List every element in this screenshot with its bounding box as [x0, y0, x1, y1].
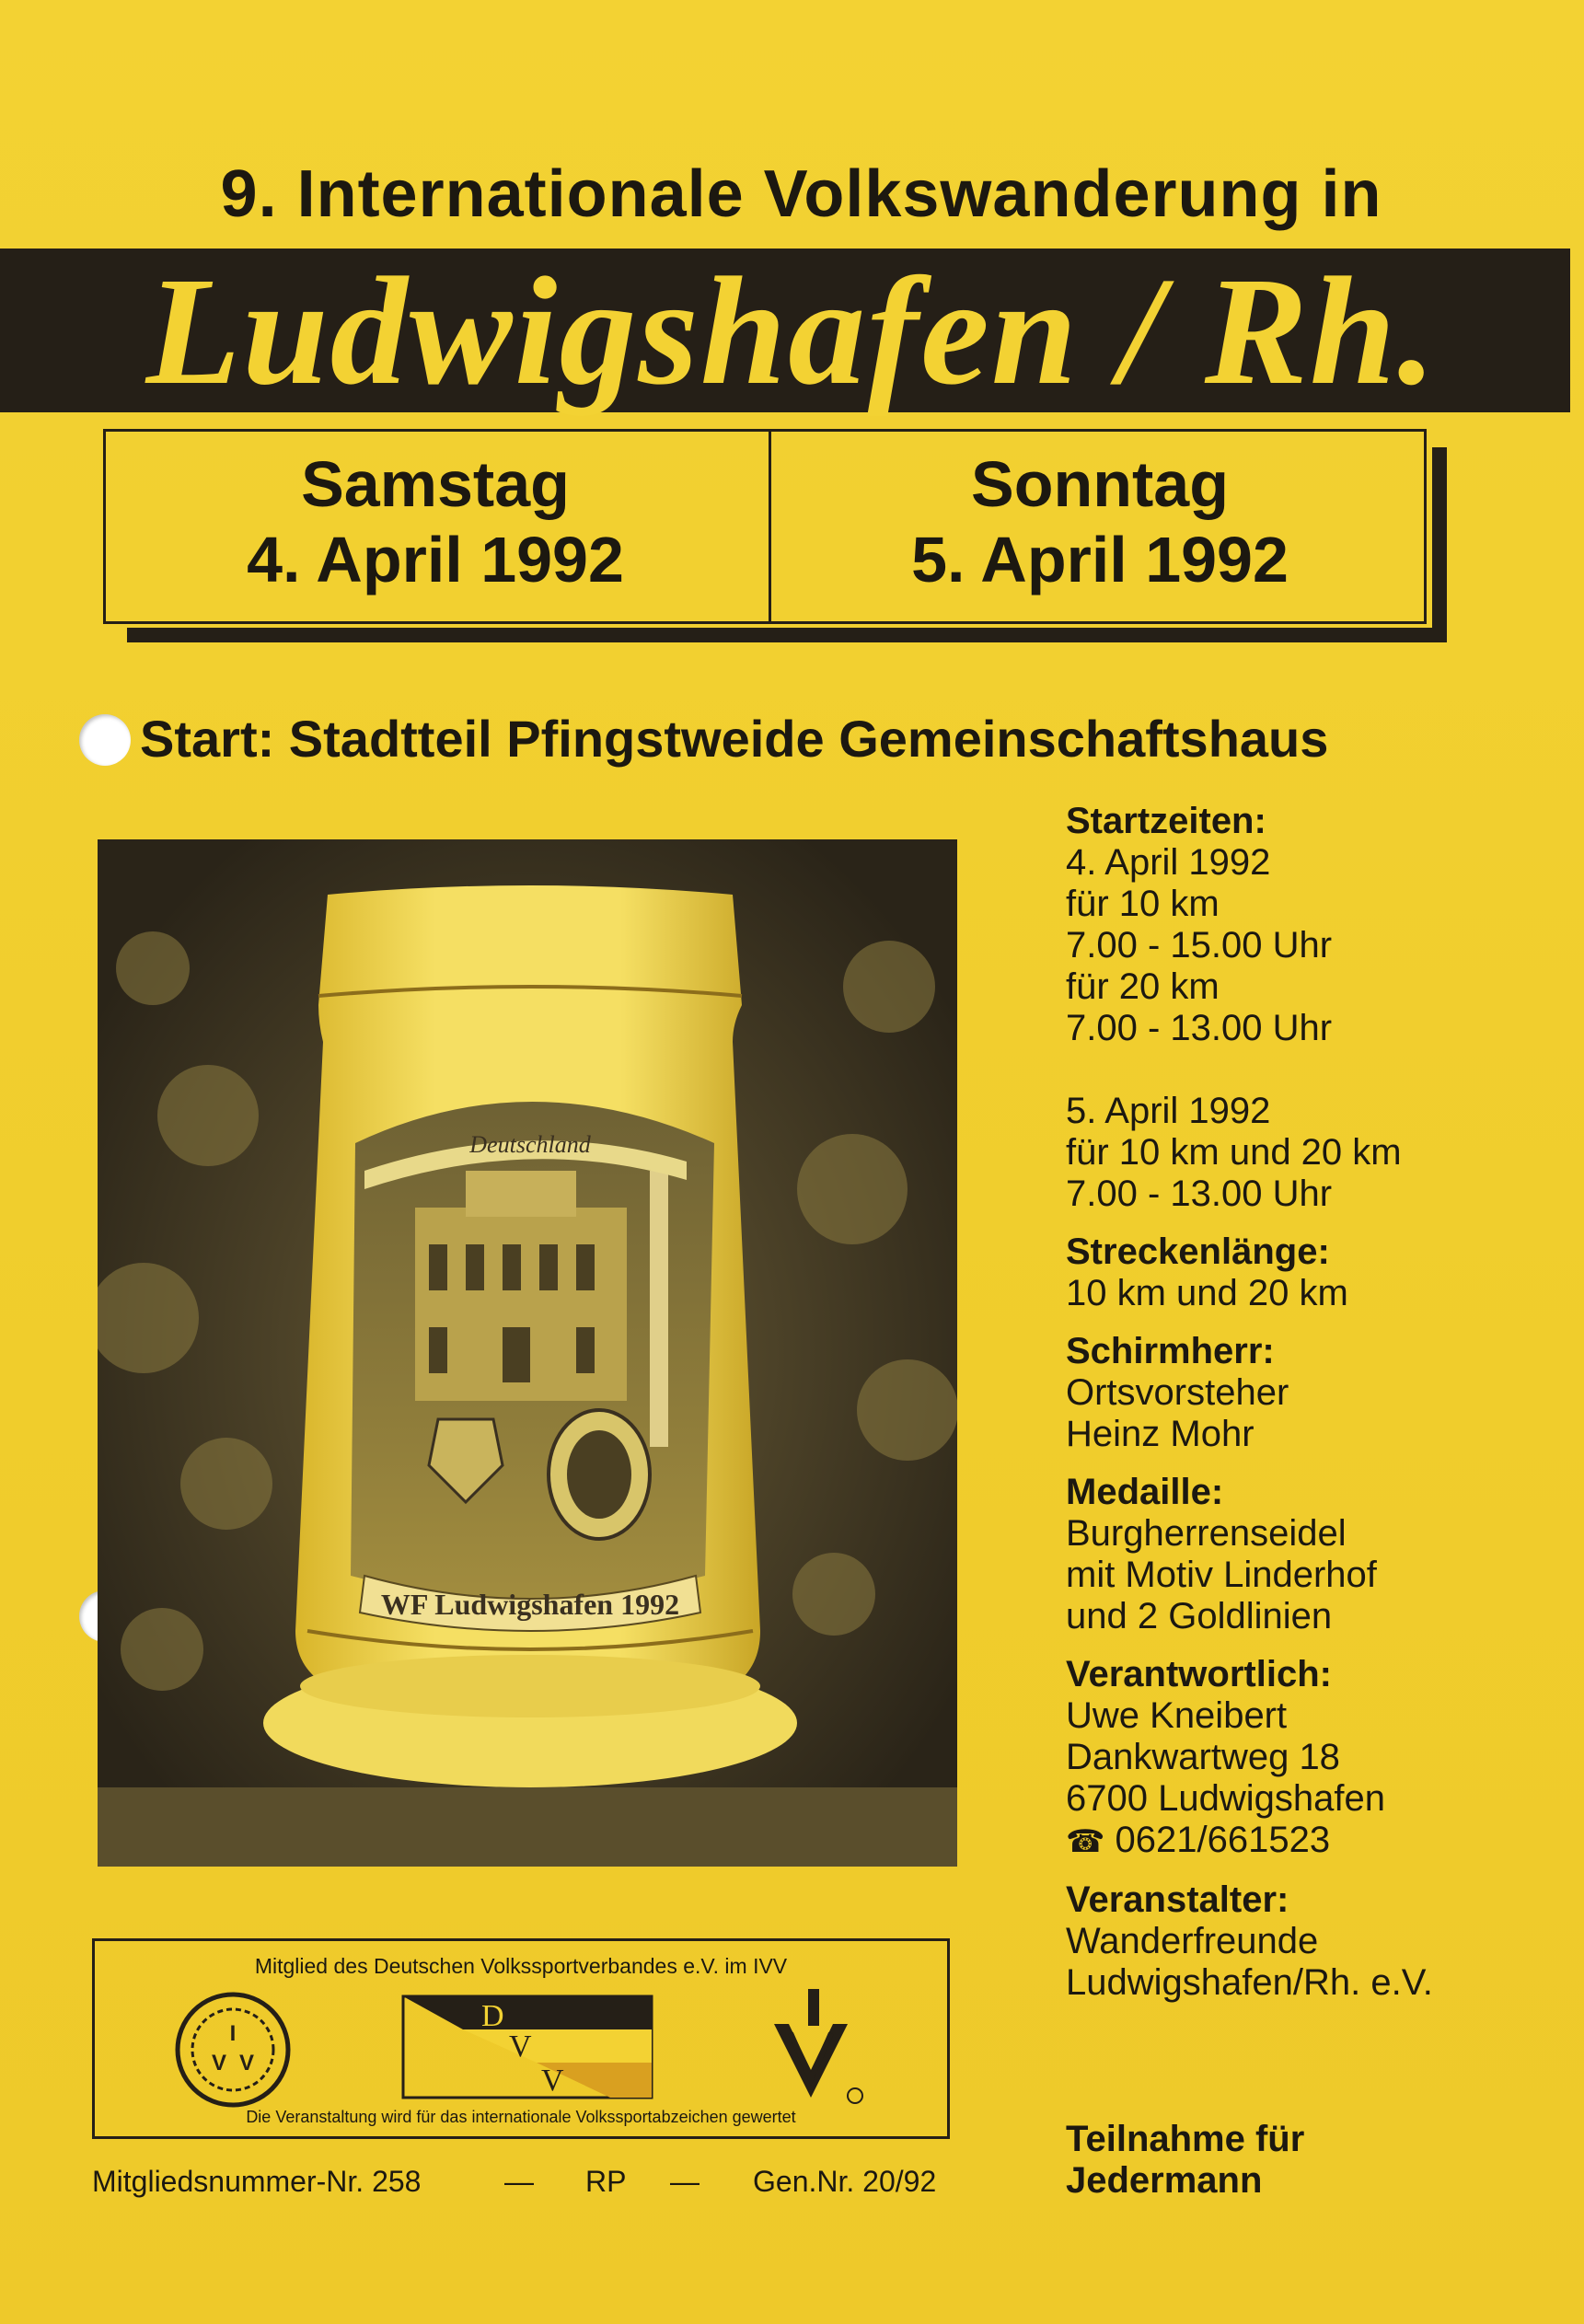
- medaille-heading: Medaille:: [1066, 1472, 1224, 1512]
- mug-label-text: WF Ludwigshafen 1992: [380, 1588, 680, 1621]
- ivv-letter: V: [211, 2051, 227, 2075]
- info-line: für 10 km und 20 km: [1066, 1132, 1402, 1173]
- ivv-note-text: Die Veranstaltung wird für das internationale Volkssportabzeichen gewertet: [246, 2108, 796, 2126]
- info-line: 7.00 - 13.00 Uhr: [1066, 1174, 1333, 1214]
- schirmherr-heading: Schirmherr:: [1066, 1331, 1275, 1371]
- punch-hole-top: [79, 714, 131, 766]
- info-line: für 10 km: [1066, 884, 1220, 924]
- event-title: 9. Internationale Volkswanderung in: [220, 157, 1382, 231]
- strecke-heading: Streckenlänge:: [1066, 1231, 1330, 1272]
- info-column: [1066, 801, 1563, 2020]
- phone-line: [1066, 1820, 1563, 1863]
- dvv-flag-logo: [403, 1996, 652, 2098]
- date-label: 5. April 1992: [911, 524, 1289, 595]
- datebox-shadow-right: [1432, 447, 1447, 641]
- ivv-v-logo: [774, 1989, 862, 2103]
- dvv-letter: D: [481, 1999, 504, 2033]
- ivv-membership-box: [92, 1938, 950, 2139]
- day-label: Sonntag: [971, 448, 1229, 520]
- date-saturday: [106, 446, 765, 597]
- schirmherr-block: [1066, 1331, 1563, 1455]
- dvv-letter: V: [509, 2029, 532, 2064]
- footer-member-no: Mitgliedsnummer-Nr. 258: [92, 2165, 422, 2198]
- stein-illustration: [98, 839, 957, 1867]
- info-line: Ludwigshafen/Rh. e.V.: [1066, 1962, 1433, 2003]
- date-box: [103, 429, 1427, 624]
- teilnahme-note: [1066, 2119, 1304, 2202]
- day-label: Samstag: [301, 448, 570, 520]
- city-name: Ludwigshafen / Rh.: [145, 246, 1439, 417]
- ivv-wreath-logo: [178, 1994, 288, 2105]
- mug-banner-text: Deutschland: [469, 1131, 591, 1158]
- info-line: 7.00 - 15.00 Uhr: [1066, 925, 1333, 965]
- strecke-block: [1066, 1231, 1563, 1314]
- info-line: für 20 km: [1066, 966, 1220, 1007]
- footer-region: RP: [585, 2165, 627, 2198]
- teilnahme-line: Jedermann: [1066, 2160, 1263, 2201]
- info-line: Uwe Kneibert: [1066, 1695, 1288, 1736]
- info-line: 7.00 - 13.00 Uhr: [1066, 1008, 1333, 1048]
- phone-icon: ☎: [1066, 1824, 1105, 1859]
- info-line: und 2 Goldlinien: [1066, 1596, 1333, 1636]
- date-label: 4. April 1992: [247, 524, 624, 595]
- info-line: 5. April 1992: [1066, 1091, 1271, 1131]
- info-line: 10 km und 20 km: [1066, 1273, 1348, 1313]
- veranstalter-heading: Veranstalter:: [1066, 1879, 1289, 1920]
- teilnahme-line: Teilnahme für: [1066, 2119, 1305, 2159]
- info-line: Dankwartweg 18: [1066, 1737, 1340, 1777]
- startzeiten-block: [1066, 801, 1563, 1215]
- stein-photo: [98, 839, 957, 1867]
- info-line: 4. April 1992: [1066, 842, 1271, 883]
- phone-number: 0621/661523: [1115, 1820, 1331, 1860]
- info-line: Burgherrenseidel: [1066, 1513, 1347, 1554]
- ivv-letter: V: [238, 2051, 255, 2075]
- startzeiten-heading: Startzeiten:: [1066, 801, 1266, 841]
- verantwortlich-heading: Verantwortlich:: [1066, 1654, 1332, 1694]
- footer-gen-no: Gen.Nr. 20/92: [753, 2165, 937, 2198]
- info-line: Ortsvorsteher: [1066, 1372, 1289, 1413]
- info-line: 6700 Ludwigshafen: [1066, 1778, 1385, 1819]
- footer-separator: —: [504, 2165, 534, 2198]
- info-line: Wanderfreunde: [1066, 1921, 1319, 1961]
- footer-separator: —: [670, 2165, 700, 2198]
- ivv-letter: I: [229, 2021, 237, 2046]
- datebox-shadow-bottom: [127, 628, 1447, 642]
- medaille-block: [1066, 1472, 1563, 1637]
- dvv-letter: V: [541, 2064, 564, 2098]
- veranstalter-block: [1066, 1879, 1563, 2004]
- date-sunday: [770, 446, 1429, 597]
- ivv-membership-text: Mitglied des Deutschen Volkssportverbandes e.V. im IVV: [254, 1954, 788, 1978]
- start-location: Start: Stadtteil Pfingstweide Gemeinschaftshaus: [140, 710, 1329, 768]
- verantwortlich-block: [1066, 1654, 1563, 1863]
- info-line: mit Motiv Linderhof: [1066, 1555, 1377, 1595]
- info-line: Heinz Mohr: [1066, 1414, 1254, 1454]
